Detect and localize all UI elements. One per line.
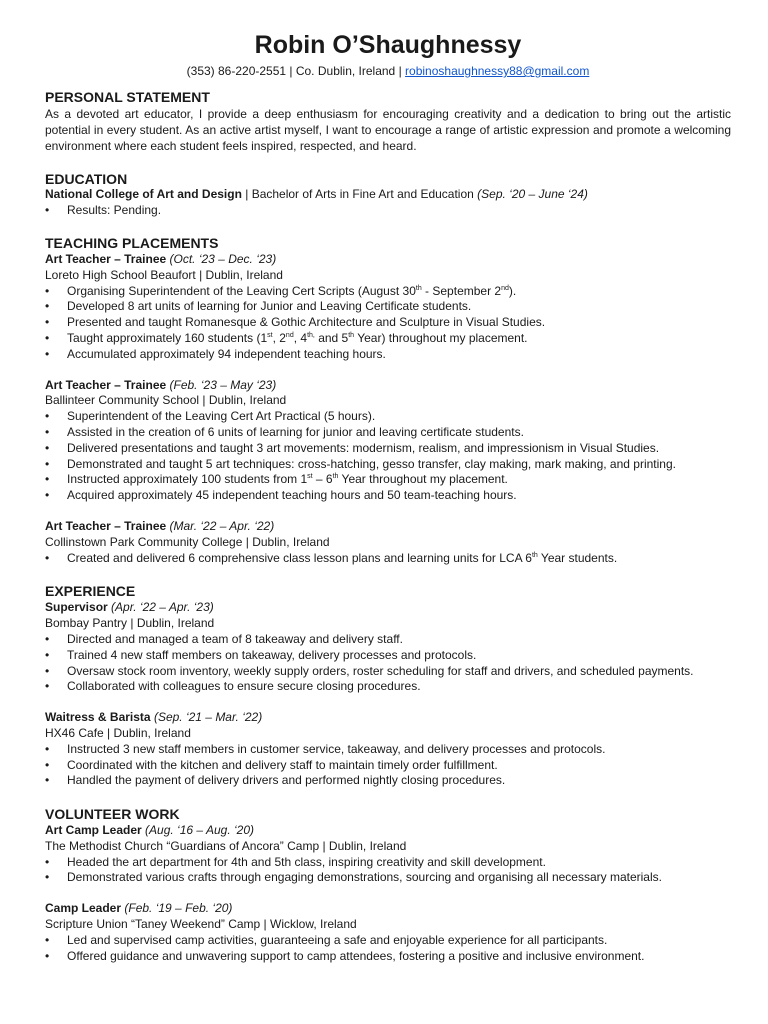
education-degree: | Bachelor of Arts in Fine Art and Education [241, 187, 478, 202]
list-item: • Assisted in the creation of 6 units of learning for junior and leaving certificate students. [45, 425, 731, 441]
job-role [45, 710, 731, 726]
placement-role [45, 519, 731, 535]
list-item: • Directed and managed a team of 8 takeaway and delivery staff. [45, 632, 731, 648]
candidate-name: Robin O’Shaughnessy [254, 31, 522, 59]
contact-line [45, 63, 731, 79]
list-item: • Superintendent of the Leaving Cert Art Practical (5 hours). [45, 409, 731, 425]
section-heading-volunteer: VOLUNTEER WORK [45, 806, 180, 823]
section-heading-experience: EXPERIENCE [45, 583, 136, 600]
list-item: • Presented and taught Romanesque & Gothic Architecture and Sculpture in Visual Studies. [45, 315, 731, 331]
placement-role [45, 378, 731, 394]
list-item: • Coordinated with the kitchen and delivery staff to maintain timely order fulfillment. [45, 758, 731, 774]
list-item: • Offered guidance and unwavering support to camp attendees, fostering a positive and inclusive environment. [45, 949, 731, 965]
list-item: • Results: Pending. [45, 203, 731, 219]
list-item: • Acquired approximately 45 independent teaching hours and 50 team-teaching hours. [45, 488, 731, 504]
education-bullets [45, 203, 731, 219]
volunteer-bullets [45, 855, 731, 887]
placement-dates: (Oct. ‘23 – Dec. ‘23) [166, 251, 277, 266]
placement-bullets [45, 284, 731, 363]
list-item: • Led and supervised camp activities, guaranteeing a safe and enjoyable experience for all participants. [45, 933, 731, 949]
section-heading-education: EDUCATION [45, 171, 128, 188]
volunteer-entry-1 [45, 823, 731, 886]
list-item: • Oversaw stock room inventory, weekly supply orders, roster scheduling for staff and drivers, and scheduled payments. [45, 664, 731, 680]
list-item: • Organising Superintendent of the Leaving Cert Scripts (August 30th - September 2nd). [45, 284, 731, 300]
job-org: HX46 Cafe | Dublin, Ireland [45, 725, 191, 740]
placement-bullets [45, 409, 731, 504]
placement-dates: (Feb. ‘23 – May ‘23) [166, 377, 277, 392]
placement-entry-2 [45, 378, 731, 504]
section-heading-personal-statement: PERSONAL STATEMENT [45, 89, 210, 105]
placement-org: Collinstown Park Community College | Dublin, Ireland [45, 534, 330, 549]
personal-statement-text: As a devoted art educator, I provide a deep enthusiasm for encouraging creativity and a dedication to bring out the artistic potential in every student. As an active artist myself, I want to encourage a range of artistic expression and promote a welcoming environment where each student feels inspired, respected, and heard. [45, 107, 731, 153]
teaching-section [45, 235, 731, 566]
volunteer-title: Camp Leader [45, 901, 122, 916]
placement-title: Art Teacher – Trainee [45, 518, 167, 533]
placement-dates: (Mar. ‘22 – Apr. ‘22) [166, 518, 275, 533]
education-section [45, 171, 731, 219]
volunteer-role [45, 901, 731, 917]
placement-org: Ballinteer Community School | Dublin, Ireland [45, 393, 287, 408]
placement-role [45, 252, 731, 268]
education-dates: (Sep. ‘20 – June ‘24) [477, 187, 588, 202]
volunteer-dates: (Aug. ‘16 – Aug. ‘20) [141, 823, 254, 838]
education-entry [45, 187, 731, 203]
personal-statement-section [45, 89, 731, 154]
list-item: • Created and delivered 6 comprehensive class lesson plans and learning units for LCA 6th Year students. [45, 551, 731, 567]
job-org: Bombay Pantry | Dublin, Ireland [45, 616, 215, 631]
placement-entry-1 [45, 252, 731, 363]
list-item: • Taught approximately 160 students (1st, 2nd, $4^{th,}$ and 5th Year) throughout my placement. [45, 331, 731, 347]
job-title: Waitress & Barista [45, 710, 151, 725]
placement-org: Loreto High School Beaufort | Dublin, Ireland [45, 267, 283, 282]
volunteer-org: Scripture Union “Taney Weekend” Camp | Wicklow, Ireland [45, 917, 357, 932]
experience-section [45, 583, 731, 789]
list-item: • Instructed approximately 100 students from 1st – 6th Year throughout my placement. [45, 472, 731, 488]
volunteer-bullets [45, 933, 731, 965]
volunteer-org: The Methodist Church “Guardians of Ancora” Camp | Dublin, Ireland [45, 838, 407, 853]
list-item: • Accumulated approximately 94 independent teaching hours. [45, 347, 731, 363]
list-item: • Demonstrated various crafts through engaging demonstrations, sourcing and organising all necessary materials. [45, 870, 731, 886]
placement-title: Art Teacher – Trainee [45, 377, 167, 392]
list-item: • Headed the art department for 4th and 5th class, inspiring creativity and skill development. [45, 855, 731, 871]
placement-title: Art Teacher – Trainee [45, 251, 167, 266]
job-title: Supervisor [45, 600, 108, 615]
volunteer-entry-2 [45, 901, 731, 964]
list-item: • Collaborated with colleagues to ensure secure closing procedures. [45, 679, 731, 695]
job-dates: (Sep. ‘21 – Mar. ‘22) [150, 710, 263, 725]
placement-entry-3 [45, 519, 731, 566]
education-school: National College of Art and Design [45, 187, 242, 202]
experience-entry-2 [45, 710, 731, 789]
volunteer-section [45, 806, 731, 964]
contact-details: (353) 86-220-2551 | Co. Dublin, Ireland | [186, 64, 406, 78]
volunteer-dates: (Feb. ‘19 – Feb. ‘20) [121, 901, 233, 916]
placement-bullets [45, 551, 731, 567]
volunteer-title: Art Camp Leader [45, 823, 142, 838]
section-heading-teaching: TEACHING PLACEMENTS [45, 234, 219, 251]
email-link[interactable]: robinoshaughnessy88@gmail.com [405, 64, 590, 78]
list-item: • Instructed 3 new staff members in customer service, takeaway, and delivery processes and protocols. [45, 742, 731, 758]
list-item: • Developed 8 art units of learning for Junior and Leaving Certificate students. [45, 299, 731, 315]
volunteer-role [45, 823, 731, 839]
list-item: • Trained 4 new staff members on takeaway, delivery processes and protocols. [45, 648, 731, 664]
list-item: • Demonstrated and taught 5 art techniques: cross-hatching, gesso transfer, clay making, mark making, and printing. [45, 457, 731, 473]
job-dates: (Apr. ‘22 – Apr. ‘23) [107, 600, 214, 615]
experience-entry-1 [45, 600, 731, 695]
list-item: • Handled the payment of delivery drivers and performed nightly closing procedures. [45, 773, 731, 789]
job-role [45, 600, 731, 616]
job-bullets [45, 632, 731, 695]
job-bullets [45, 742, 731, 789]
list-item: • Delivered presentations and taught 3 art movements: modernism, realism, and impressionism in Visual Studies. [45, 441, 731, 457]
